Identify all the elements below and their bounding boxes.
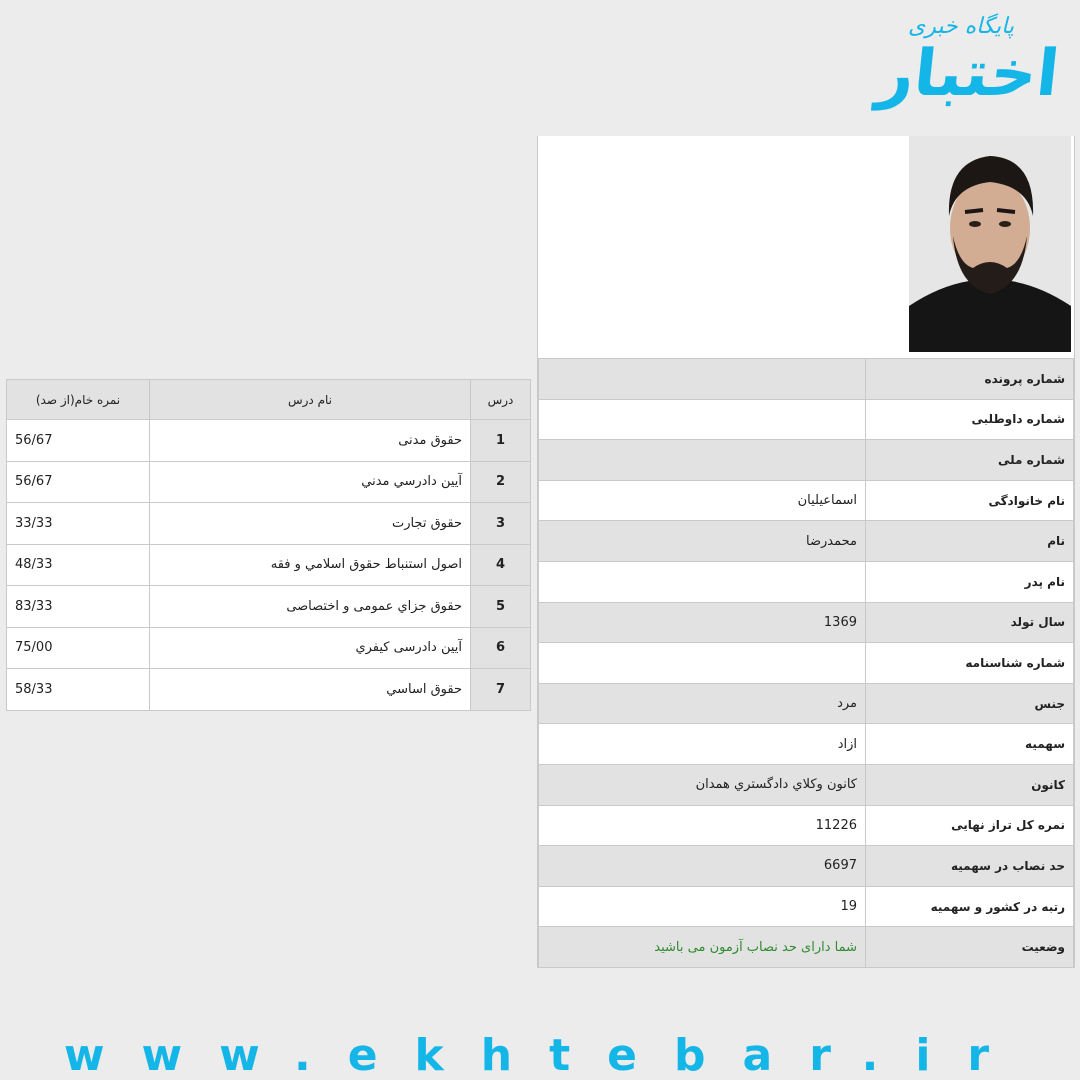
table-row	[7, 503, 531, 545]
course-name: حقوق اساسي	[150, 669, 471, 711]
course-score: 75/00	[7, 627, 150, 669]
table-row	[539, 683, 1074, 724]
status-text: شما دارای حد نصاب آزمون می باشید	[539, 927, 866, 968]
table-row	[7, 461, 531, 503]
table-row	[539, 440, 1074, 481]
candidate-profile-panel	[537, 136, 1075, 968]
logo-title: اختبار	[873, 37, 1063, 111]
table-row	[539, 561, 1074, 602]
website-url: www.ekhtebar.ir	[63, 1030, 1027, 1080]
column-header-raw-score: نمره خام(از صد)	[7, 380, 150, 420]
course-number: 3	[471, 503, 531, 545]
info-label: نمره کل تراز نهایی	[866, 805, 1074, 846]
info-value: اسماعیلیان	[539, 480, 866, 521]
info-label: جنس	[866, 683, 1074, 724]
info-value: ازاد	[539, 724, 866, 765]
table-row	[539, 399, 1074, 440]
info-value: مرد	[539, 683, 866, 724]
course-name: حقوق تجارت	[150, 503, 471, 545]
course-number: 7	[471, 669, 531, 711]
course-number: 4	[471, 544, 531, 586]
info-label: رتبه در کشور و سهمیه	[866, 886, 1074, 927]
candidate-info-table	[538, 358, 1074, 968]
info-label: حد نصاب در سهمیه	[866, 846, 1074, 887]
info-label: شماره شناسنامه	[866, 643, 1074, 684]
table-row	[539, 359, 1074, 400]
course-number: 5	[471, 586, 531, 628]
table-row	[7, 669, 531, 711]
table-row	[7, 544, 531, 586]
logo-subtitle: پایگاه خبری	[908, 14, 1014, 39]
info-value: 6697	[539, 846, 866, 887]
table-row	[539, 886, 1074, 927]
table-row	[539, 521, 1074, 562]
course-name: حقوق مدنی	[150, 420, 471, 462]
course-score: 58/33	[7, 669, 150, 711]
course-score: 33/33	[7, 503, 150, 545]
info-value	[539, 440, 866, 481]
grades-table	[6, 379, 531, 711]
table-row	[539, 724, 1074, 765]
info-label: سهمیه	[866, 724, 1074, 765]
info-value: كانون وكلاي دادگستري همدان	[539, 764, 866, 805]
table-row	[539, 643, 1074, 684]
info-value: محمدرضا	[539, 521, 866, 562]
course-name: آيين دادرسي مدني	[150, 461, 471, 503]
course-number: 2	[471, 461, 531, 503]
info-label: وضعیت	[866, 927, 1074, 968]
column-header-course-name: نام درس	[150, 380, 471, 420]
info-label: شماره پرونده	[866, 359, 1074, 400]
info-label: نام	[866, 521, 1074, 562]
person-photo-icon	[909, 136, 1071, 352]
info-value: 19	[539, 886, 866, 927]
info-value	[539, 561, 866, 602]
course-score: 83/33	[7, 586, 150, 628]
info-label: سال تولد	[866, 602, 1074, 643]
course-score: 48/33	[7, 544, 150, 586]
table-row	[539, 805, 1074, 846]
info-label: شماره ملی	[866, 440, 1074, 481]
table-row	[539, 846, 1074, 887]
course-name: اصول استنباط حقوق اسلامي و فقه	[150, 544, 471, 586]
info-value	[539, 643, 866, 684]
table-header-row	[7, 380, 531, 420]
info-value	[539, 359, 866, 400]
table-row	[7, 420, 531, 462]
table-row	[7, 586, 531, 628]
course-number: 1	[471, 420, 531, 462]
info-label: نام خانوادگی	[866, 480, 1074, 521]
column-header-course-number: درس	[471, 380, 531, 420]
info-label: نام پدر	[866, 561, 1074, 602]
table-row	[539, 602, 1074, 643]
info-value: 11226	[539, 805, 866, 846]
info-value	[539, 399, 866, 440]
course-score: 56/67	[7, 420, 150, 462]
course-number: 6	[471, 627, 531, 669]
course-score: 56/67	[7, 461, 150, 503]
table-row	[7, 627, 531, 669]
candidate-photo	[909, 136, 1071, 352]
info-label: کانون	[866, 764, 1074, 805]
site-logo	[868, 14, 1068, 134]
info-label: شماره داوطلبی	[866, 399, 1074, 440]
table-row	[539, 764, 1074, 805]
table-row	[539, 927, 1074, 968]
course-name: آيين دادرسی کيفري	[150, 627, 471, 669]
course-name: حقوق جزاي عمومی و اختصاصی	[150, 586, 471, 628]
info-value: 1369	[539, 602, 866, 643]
table-row	[539, 480, 1074, 521]
